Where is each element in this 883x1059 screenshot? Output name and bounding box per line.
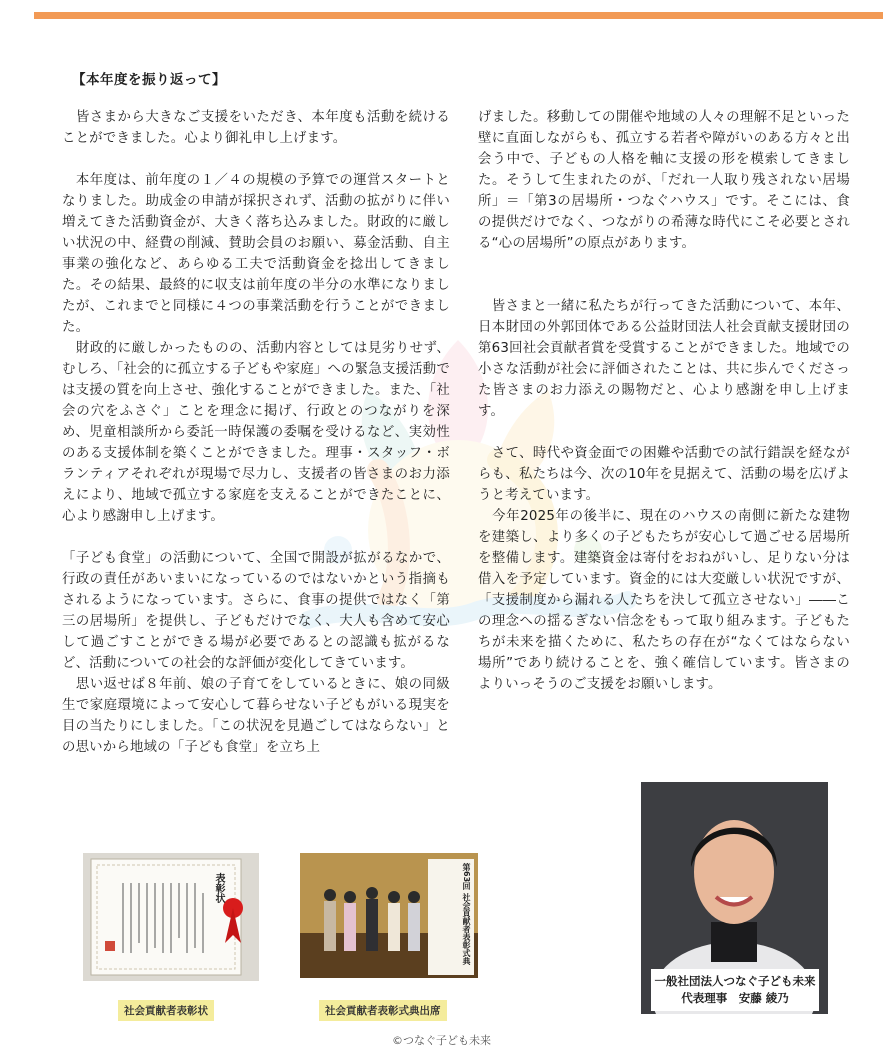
paragraph-gap — [478, 422, 850, 443]
portrait-label — [651, 969, 819, 1011]
paragraph: げました。移動しての開催や地域の人々の理解不足といった壁に直面しながらも、孤立する若者や障がいのある方々と出会う中で、子どもの人格を軸に支援の形を模索してきました。そうして生まれたのが、「だれ一人取り残されない居場所」＝「第3の居場所・つなぐハウス」です。そこには、食の提供だけでなく、つながりの希薄な時代にこそ必要とされる“心の居場所”の原点があります。 — [478, 110, 850, 251]
paragraph: 皆さまと一緒に私たちが行ってきた活動について、本年、日本財団の外郭団体である公益財団法人社会貢献支援財団の第63回社会貢献者賞を受賞することができました。地域での小さな活動が社会に評価されたことは、共に歩んでくださった皆さまのお力添えの賜物だと、心より感謝を申し上げます。 — [478, 299, 850, 419]
left-column — [62, 107, 450, 758]
paragraph: 皆さまから大きなご支援をいただき、本年度も活動を続けることができました。心より御礼申し上げます。 — [62, 110, 450, 146]
paragraph: 「子ども食堂」の活動について、全国で開設が拡がるなかで、行政の責任があいまいになっているのではないかという指摘もされるようになっています。さらに、食事の提供ではなく「第三の居場所」を提供し、子どもだけでなく、大人も含めて安心して過ごすことができる場が必要であるとの認識も拡がるなど、活動についての社会的な評価が変化してきています。 — [62, 551, 450, 671]
paragraph: 今年2025年の後半に、現在のハウスの南側に新たな建物を建築し、より多くの子どもたちが安心して過ごせる居場所を整備します。建築資金は寄付をおねがいし、足りない分は借入を予定しています。資金的には大変厳しい状況ですが、「支援制度から漏れる人たちを決して孤立させない」――この理念への揺るぎない信念をもって取り組みます。子どもたちが未来を描くために、私たちの存在が“なくてはならない場所”であり続けることを、強く確信しています。皆さまのよりいっそうのご支援をお願いします。 — [478, 509, 850, 692]
paragraph-gap — [478, 254, 850, 275]
certificate-image — [83, 853, 259, 981]
portrait-title-name: 代表理事 安藤 綾乃 — [681, 991, 789, 1005]
ceremony-banner: 第63回 社会貢献者表彰式典 — [462, 863, 471, 965]
paragraph: 財政的に厳しかったものの、活動内容としては見劣りせず、むしろ、「社会的に孤立する子どもや家庭」への緊急支援活動では支援の質を向上させ、強化することができました。また、「社会の穴をふさぐ」ことを理念に掲げ、行政とのつながりを深め、児童相談所から委託一時保護の委嘱を受けるなど、実効性のある支援体制を築くことができました。理事・スタッフ・ボランティアそれぞれが現場で尽力し、支援者の皆さまのお力添えにより、地域で孤立する家庭を支えることができたことに、心より感謝申し上げます。 — [62, 341, 450, 524]
paragraph-gap — [62, 149, 450, 170]
portrait-org: 一般社団法人つなぐ子ども未来 — [654, 974, 816, 988]
paragraph: 思い返せば８年前、娘の子育てをしているときに、娘の同級生で家庭環境によって安心して暮らせない子どもがいる現実を目の当たりにしました。「この状況を見過ごしてはならない」との思いから地域の「子ども食堂」を立ち上 — [62, 677, 450, 755]
photo-caption: 社会貢献者表彰状 — [118, 1000, 214, 1021]
paragraph: さて、時代や資金面での困難や活動での試行錯誤を経ながらも、私たちは今、次の10年を見据えて、活動の場を広げようと考えています。 — [478, 446, 850, 503]
paragraph: 本年度は、前年度の１／４の規模の予算での運営スタートとなりました。助成金の申請が採択されず、活動の拡がりに伴い増えてきた活動資金が、大きく落ち込みました。財政的に厳しい状況の中、経費の削減、賛助会員のお願い、募金活動、自主事業の強化など、あらゆる工夫で活動資金を捻出してきました。その結果、最終的に収支は前年度の半分の水準になりましたが、これまでと同様に４つの事業活動を行うことができました。 — [62, 173, 450, 335]
certificate-icon — [83, 853, 259, 981]
top-accent-bar — [34, 12, 883, 19]
photo-caption: 社会貢献者表彰式典出席 — [319, 1000, 447, 1021]
right-column — [478, 107, 850, 695]
certificate-title: 表彰状 — [213, 873, 224, 903]
copyright: ©つなぐ子ども未来 — [392, 1034, 491, 1047]
paragraph-gap — [62, 527, 450, 548]
ceremony-photo — [300, 853, 478, 978]
section-heading: 【本年度を振り返って】 — [72, 72, 226, 88]
paragraph-gap — [478, 275, 850, 296]
